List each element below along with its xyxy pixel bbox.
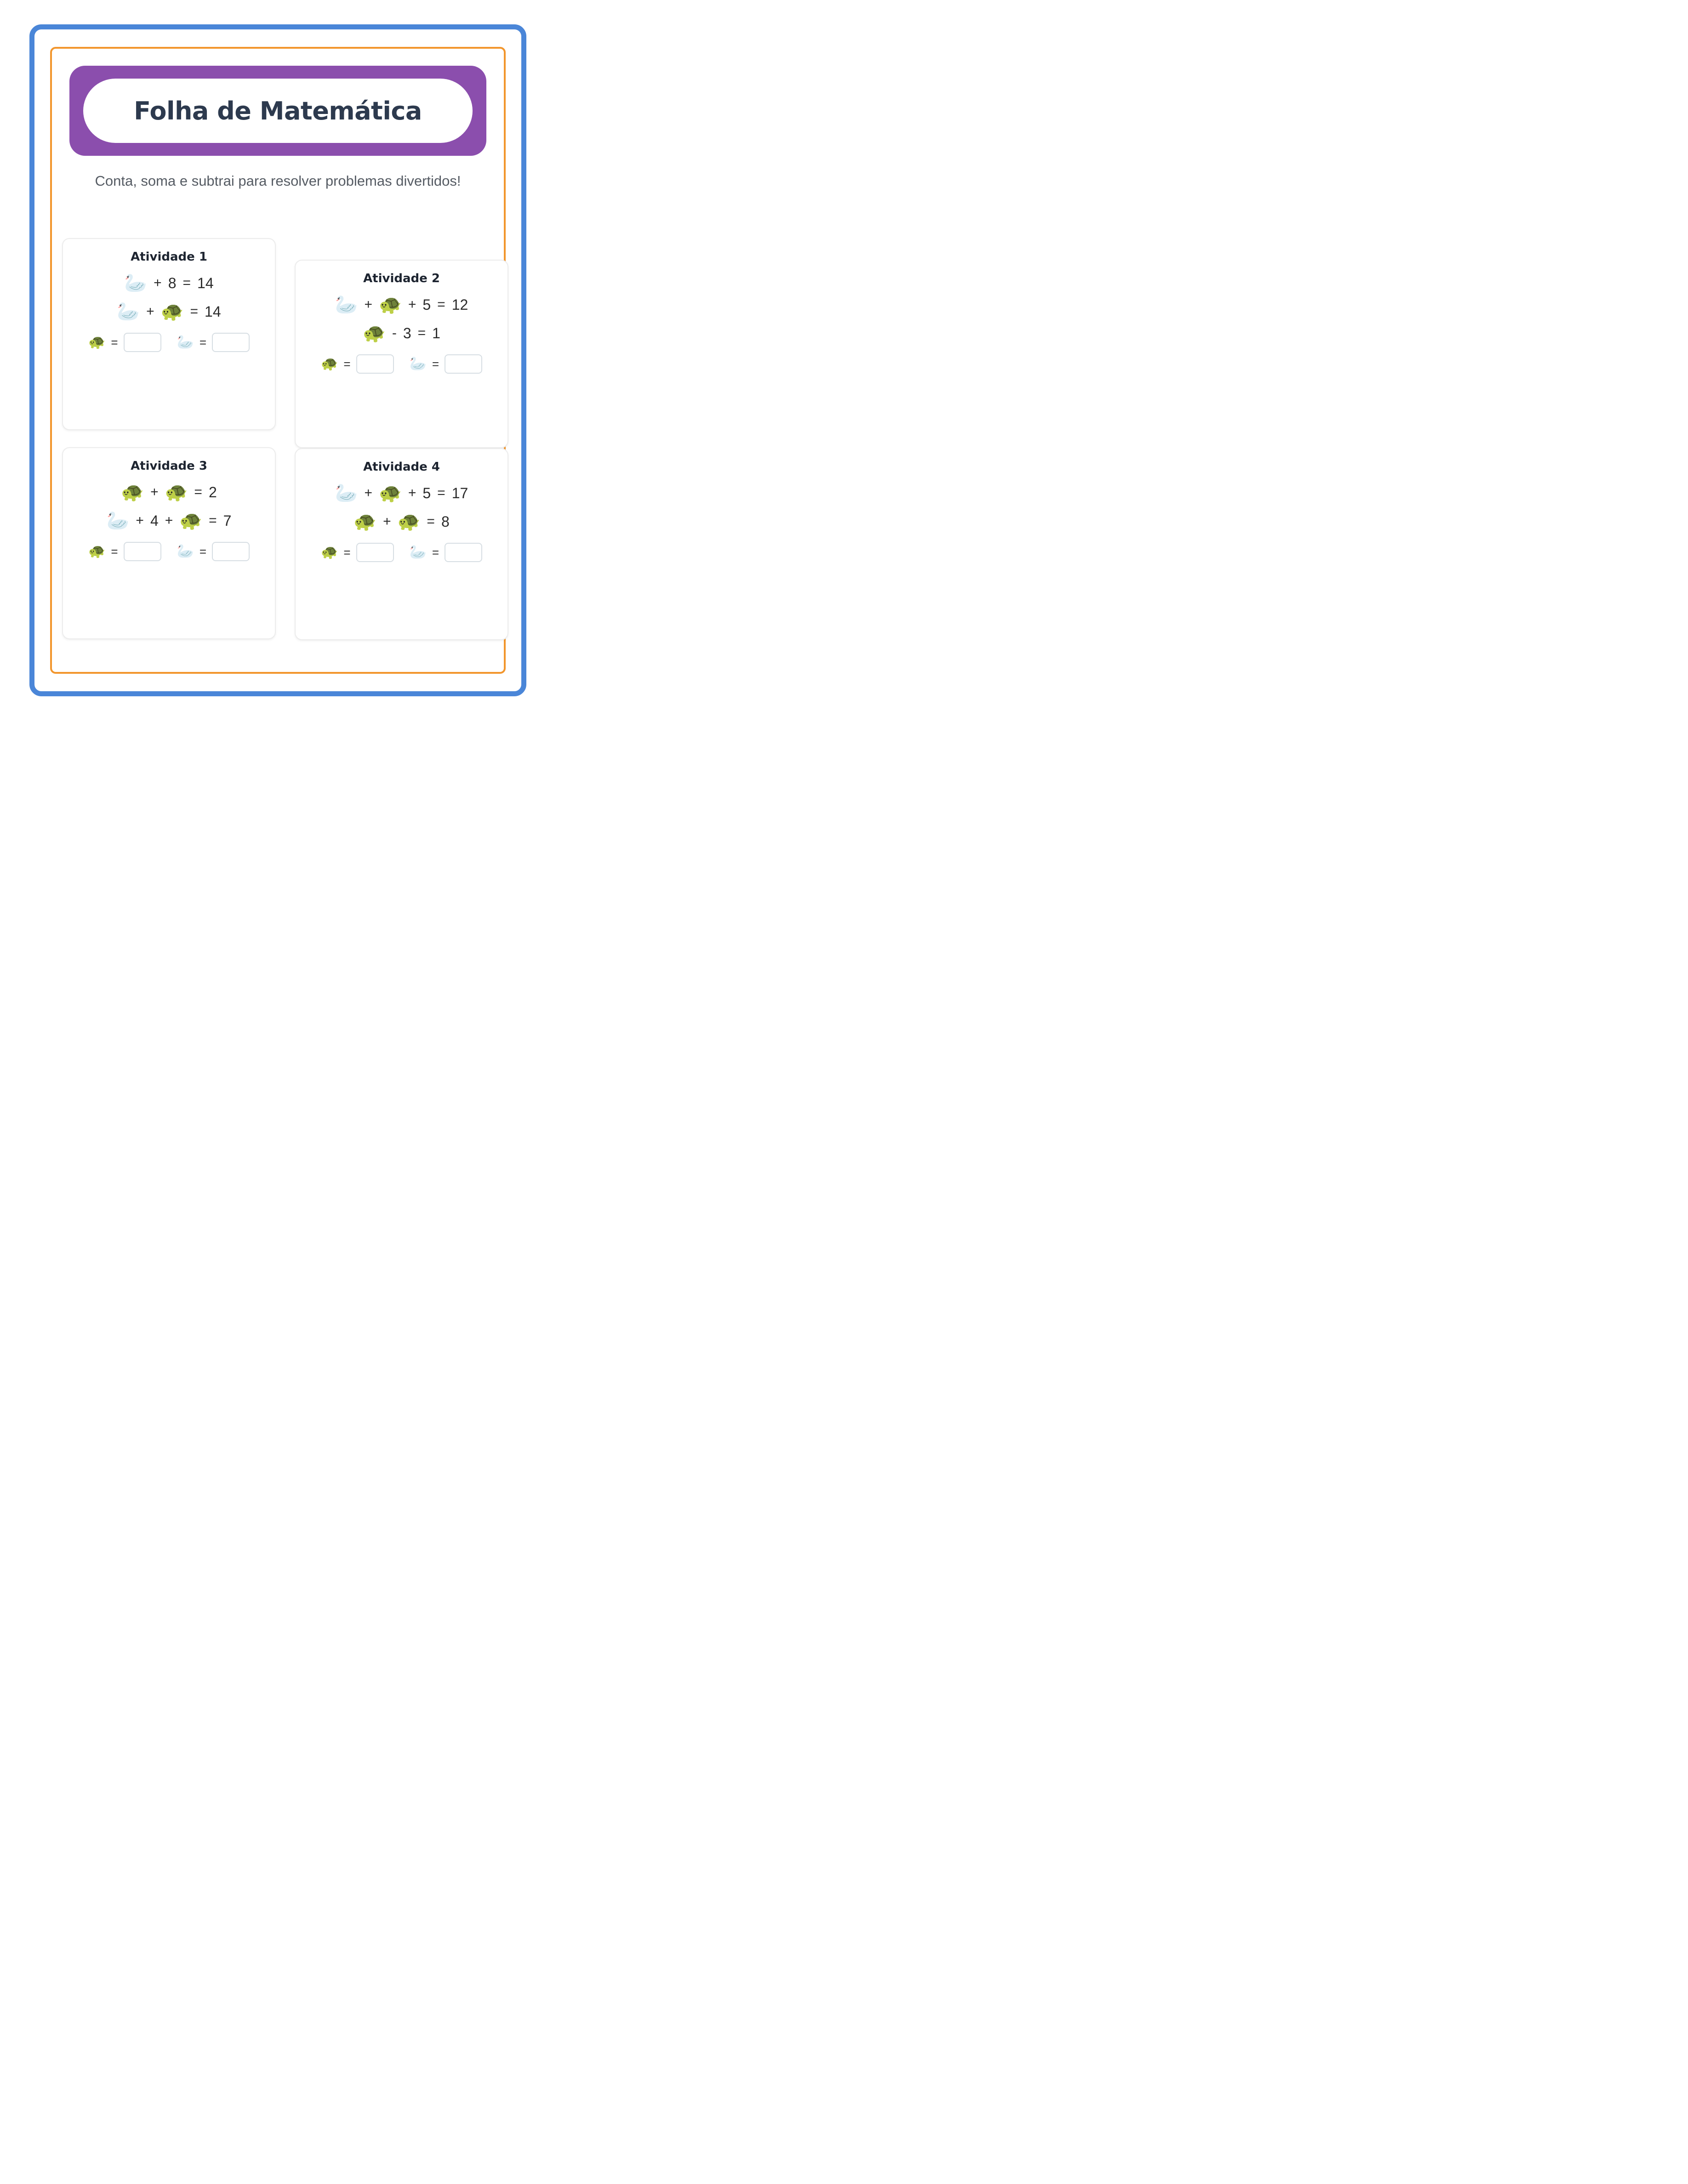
turtle-icon: 🐢 xyxy=(379,483,402,503)
swan-icon: 🦢 xyxy=(409,356,427,371)
answer-input-swan[interactable] xyxy=(212,333,250,352)
equals-sign: = xyxy=(199,335,207,349)
activity-title: Atividade 1 xyxy=(131,250,207,264)
turtle-icon: 🐢 xyxy=(165,482,188,502)
turtle-icon: 🐢 xyxy=(397,512,421,532)
equals-sign: = xyxy=(437,485,445,500)
equals-sign: = xyxy=(417,325,426,341)
equals-sign: = xyxy=(427,514,435,529)
equals-sign: = xyxy=(111,335,118,349)
equals-sign: = xyxy=(432,545,439,559)
turtle-icon: 🐢 xyxy=(320,545,338,560)
answer-input-turtle[interactable] xyxy=(356,354,394,374)
equation-row xyxy=(71,512,267,530)
equals-sign: = xyxy=(343,545,351,559)
turtle-icon: 🐢 xyxy=(320,356,338,371)
answer-input-swan[interactable] xyxy=(212,542,250,561)
answer-turtle xyxy=(88,542,161,561)
page-title: Folha de Matemática xyxy=(134,96,422,125)
equation-row xyxy=(304,484,499,502)
worksheet-page xyxy=(29,24,526,696)
answer-swan xyxy=(177,333,250,352)
swan-icon: 🦢 xyxy=(409,545,427,560)
operator: + xyxy=(165,513,173,528)
result: 2 xyxy=(208,483,217,500)
number: 8 xyxy=(168,274,177,291)
number: 4 xyxy=(150,512,159,529)
answer-swan xyxy=(410,543,483,562)
answer-turtle xyxy=(321,543,394,562)
page-subtitle: Conta, soma e subtrai para resolver problemas divertidos! xyxy=(95,173,461,189)
answer-row xyxy=(304,543,499,562)
number: 3 xyxy=(403,324,411,341)
equals-sign: = xyxy=(343,357,351,371)
answer-turtle xyxy=(321,354,394,374)
title-banner xyxy=(69,66,486,156)
activity-title: Atividade 4 xyxy=(363,460,440,474)
answer-turtle xyxy=(88,333,161,352)
operator: + xyxy=(154,275,162,290)
equation-row xyxy=(71,483,267,501)
number: 5 xyxy=(422,296,431,313)
answer-input-swan[interactable] xyxy=(445,354,482,374)
turtle-icon: 🐢 xyxy=(379,295,402,315)
answer-swan xyxy=(410,354,483,374)
swan-icon: 🦢 xyxy=(177,544,194,559)
turtle-icon: 🐢 xyxy=(121,482,144,502)
equals-sign: = xyxy=(111,544,118,558)
result: 17 xyxy=(451,484,468,501)
worksheet-inner-frame xyxy=(50,47,506,674)
equation-list xyxy=(304,296,499,342)
operator: + xyxy=(383,514,391,529)
activity-card-3 xyxy=(62,447,276,639)
equation-row xyxy=(304,512,499,531)
operator: + xyxy=(364,297,373,312)
equation-list xyxy=(71,274,267,321)
result: 8 xyxy=(441,513,450,530)
operator: + xyxy=(364,485,373,500)
operator: + xyxy=(150,484,159,500)
title-banner-inner xyxy=(83,79,473,143)
swan-icon: 🦢 xyxy=(124,273,148,293)
equals-sign: = xyxy=(182,275,191,290)
equals-sign: = xyxy=(194,484,202,500)
result: 1 xyxy=(432,324,440,341)
operator: + xyxy=(136,513,144,528)
equation-row xyxy=(71,302,267,321)
equation-row xyxy=(304,296,499,314)
equals-sign: = xyxy=(209,513,217,528)
activity-title: Atividade 3 xyxy=(131,459,207,473)
answer-input-turtle[interactable] xyxy=(124,542,161,561)
answer-input-turtle[interactable] xyxy=(124,333,161,352)
number: 5 xyxy=(422,484,431,501)
equals-sign: = xyxy=(190,304,199,319)
result: 12 xyxy=(451,296,468,313)
turtle-icon: 🐢 xyxy=(354,512,377,532)
swan-icon: 🦢 xyxy=(117,301,140,322)
activity-card-2 xyxy=(295,260,508,448)
result: 14 xyxy=(197,274,214,291)
turtle-icon: 🐢 xyxy=(88,544,106,559)
answer-row xyxy=(304,354,499,374)
swan-icon: 🦢 xyxy=(335,483,358,503)
operator: + xyxy=(408,485,416,500)
turtle-icon: 🐢 xyxy=(160,301,184,322)
equation-row xyxy=(71,274,267,292)
turtle-icon: 🐢 xyxy=(179,511,203,531)
turtle-icon: 🐢 xyxy=(88,335,106,350)
result: 14 xyxy=(205,303,221,320)
swan-icon: 🦢 xyxy=(177,335,194,350)
turtle-icon: 🐢 xyxy=(363,323,386,343)
operator: + xyxy=(408,297,416,312)
equals-sign: = xyxy=(437,297,445,312)
operator: + xyxy=(146,304,154,319)
answer-row xyxy=(71,333,267,352)
answer-row xyxy=(71,542,267,561)
swan-icon: 🦢 xyxy=(335,295,358,315)
activity-card-4 xyxy=(295,448,508,640)
result: 7 xyxy=(223,512,232,529)
answer-swan xyxy=(177,542,250,561)
equals-sign: = xyxy=(432,357,439,371)
equation-row xyxy=(304,324,499,342)
equation-list xyxy=(71,483,267,530)
activity-title: Atividade 2 xyxy=(363,272,440,285)
equation-list xyxy=(304,484,499,531)
equals-sign: = xyxy=(199,544,207,558)
activity-card-1 xyxy=(62,238,276,430)
operator: - xyxy=(392,325,397,341)
answer-input-turtle[interactable] xyxy=(356,543,394,562)
swan-icon: 🦢 xyxy=(106,511,130,531)
answer-input-swan[interactable] xyxy=(445,543,482,562)
